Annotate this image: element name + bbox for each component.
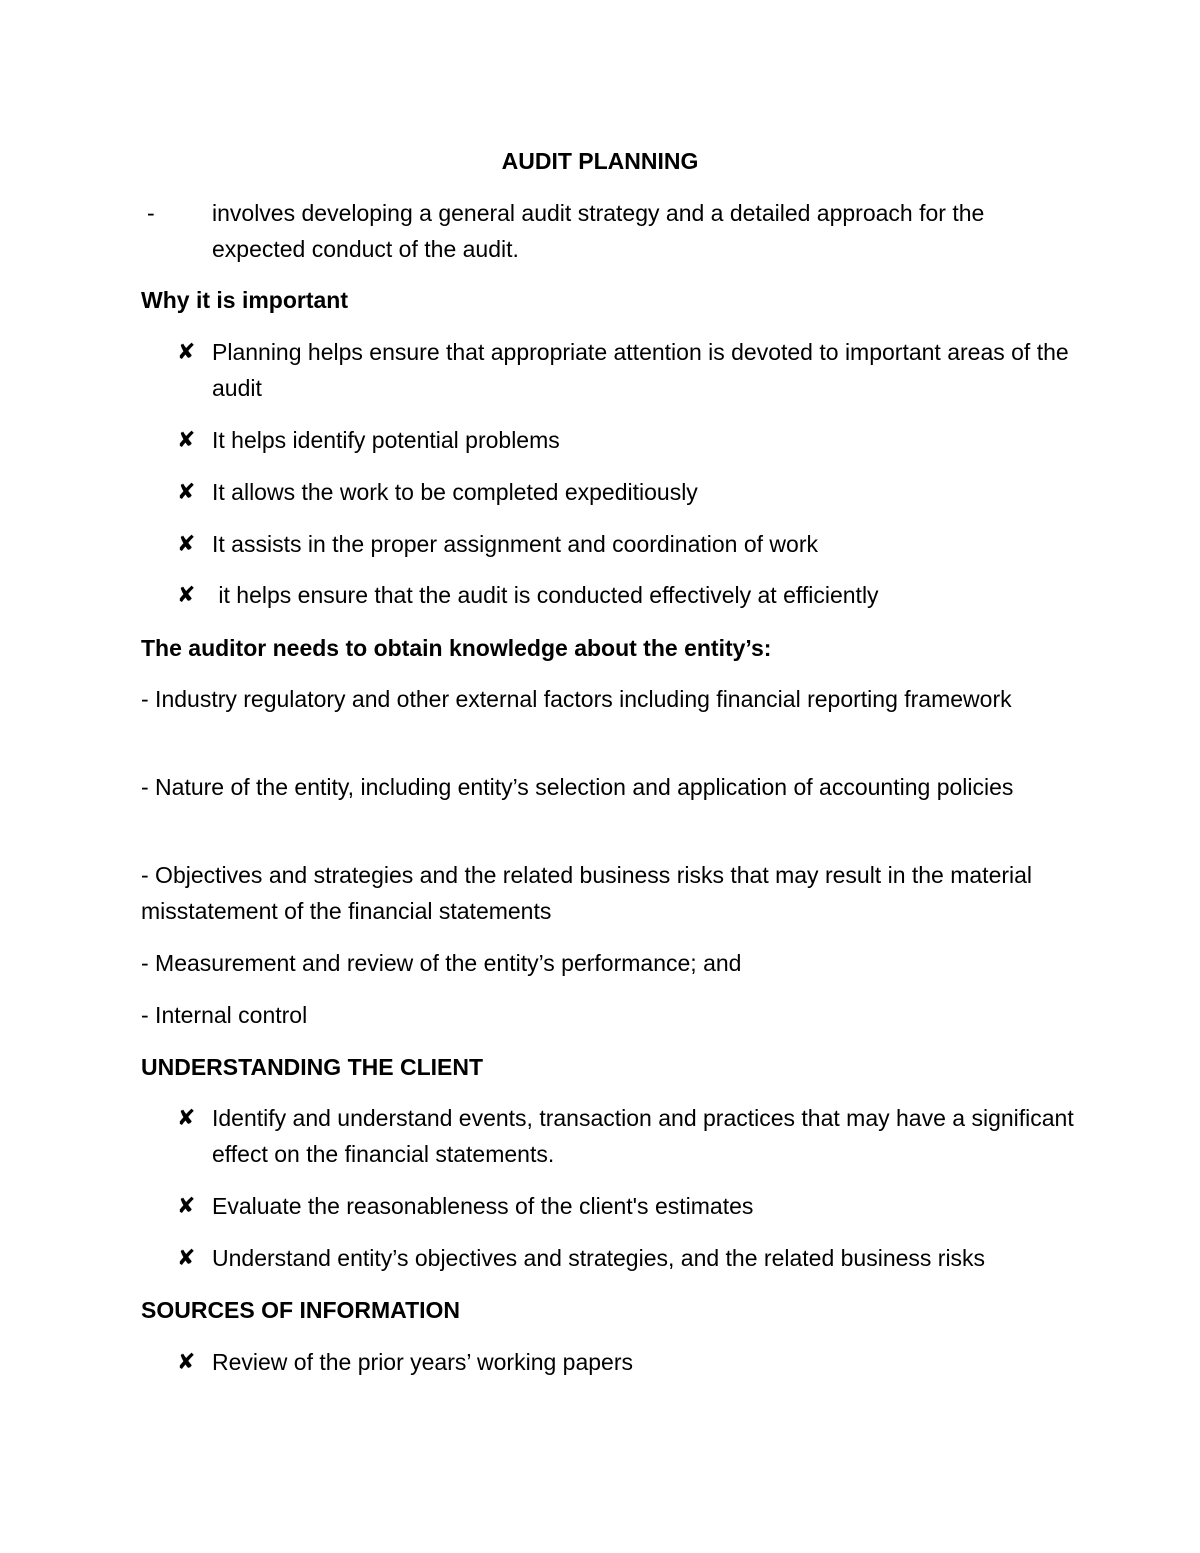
document-title: AUDIT PLANNING <box>501 148 699 174</box>
why-list-item <box>177 474 1077 510</box>
knowledge-item: - Objectives and strategies and the related business risks that may result in the material misstatement of the financial statements <box>141 862 1033 924</box>
understanding-client-heading: UNDERSTANDING THE CLIENT <box>141 1054 484 1080</box>
intro-definition <box>147 195 1067 267</box>
intro-text: involves developing a general audit strategy and a detailed approach for the expected conduct of the audit. <box>212 200 985 262</box>
x-mark-icon: ✘ <box>177 1105 196 1130</box>
knowledge-heading: The auditor needs to obtain knowledge about the entity’s: <box>141 635 772 661</box>
sources-list-item <box>177 1344 1077 1380</box>
knowledge-item: - Nature of the entity, including entity’s selection and application of accounting policies <box>141 774 1014 800</box>
why-list-item-text: It helps identify potential problems <box>212 427 560 453</box>
sources-heading: SOURCES OF INFORMATION <box>141 1297 461 1323</box>
understanding-list-item-text: Understand entity’s objectives and strategies, and the related business risks <box>212 1245 986 1271</box>
knowledge-item: - Internal control <box>141 1002 308 1028</box>
why-list-item-text: It assists in the proper assignment and coordination of work <box>212 531 818 557</box>
dash-marker: - <box>147 200 155 226</box>
why-list-item <box>177 577 1077 613</box>
why-list-item-text: It allows the work to be completed expeditiously <box>212 479 698 505</box>
why-important-heading: Why it is important <box>141 287 348 313</box>
x-mark-icon: ✘ <box>177 531 196 556</box>
why-list-item <box>177 334 1077 406</box>
x-mark-icon: ✘ <box>177 339 196 364</box>
why-list-item <box>177 526 1077 562</box>
sources-list-item-text: Review of the prior years’ working papers <box>212 1349 633 1375</box>
knowledge-item: - Measurement and review of the entity’s performance; and <box>141 950 742 976</box>
why-list-item-text: Planning helps ensure that appropriate attention is devoted to important areas of the audit <box>212 339 1069 401</box>
why-list-item <box>177 422 1077 458</box>
understanding-list-item-text: Identify and understand events, transaction and practices that may have a significant effect on the financial statements. <box>212 1105 1074 1167</box>
understanding-list-item <box>177 1240 1077 1276</box>
understanding-list-item <box>177 1188 1077 1224</box>
knowledge-item: - Industry regulatory and other external factors including financial reporting framework <box>141 686 1012 712</box>
x-mark-icon: ✘ <box>177 427 196 452</box>
x-mark-icon: ✘ <box>177 479 196 504</box>
x-mark-icon: ✘ <box>177 582 196 607</box>
x-mark-icon: ✘ <box>177 1193 196 1218</box>
understanding-list-item <box>177 1100 1077 1172</box>
x-mark-icon: ✘ <box>177 1349 196 1374</box>
x-mark-icon: ✘ <box>177 1245 196 1270</box>
understanding-list-item-text: Evaluate the reasonableness of the client's estimates <box>212 1193 754 1219</box>
why-list-item-text: it helps ensure that the audit is conducted effectively at efficiently <box>212 582 879 608</box>
